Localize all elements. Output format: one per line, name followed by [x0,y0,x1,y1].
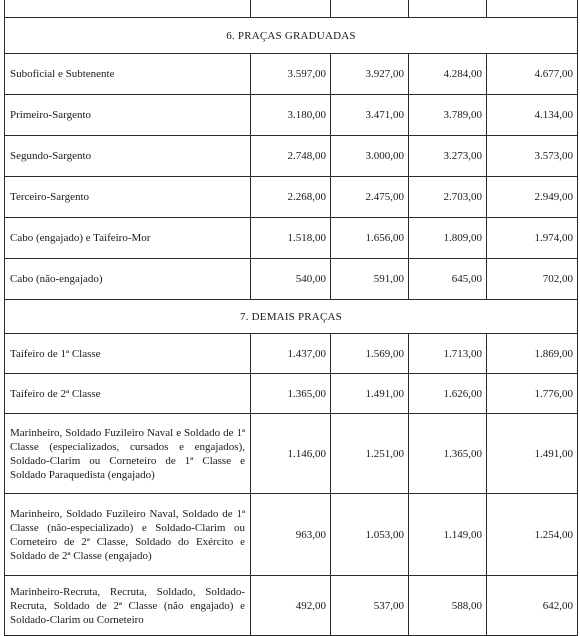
value-cell: 1.053,00 [331,494,409,576]
value-cell: 1.365,00 [409,414,487,494]
continuation-cell [409,0,487,18]
value-cell: 1.713,00 [409,334,487,374]
value-cell: 540,00 [251,259,331,300]
value-cell: 2.703,00 [409,177,487,218]
value-cell: 1.254,00 [487,494,578,576]
table-row [5,54,578,95]
value-cell: 3.000,00 [331,136,409,177]
continuation-cell [5,0,251,18]
value-cell: 2.268,00 [251,177,331,218]
value-cell: 1.569,00 [331,334,409,374]
value-cell: 4.677,00 [487,54,578,95]
value-cell: 3.471,00 [331,95,409,136]
table-row [5,95,578,136]
value-cell: 1.518,00 [251,218,331,259]
rank-label: Segundo-Sargento [5,136,251,177]
value-cell: 1.656,00 [331,218,409,259]
table-row [5,136,578,177]
salary-table [4,0,578,636]
value-cell: 1.437,00 [251,334,331,374]
value-cell: 4.284,00 [409,54,487,95]
value-cell: 1.149,00 [409,494,487,576]
value-cell: 1.869,00 [487,334,578,374]
value-cell: 702,00 [487,259,578,300]
value-cell: 645,00 [409,259,487,300]
continuation-cell [487,0,578,18]
value-cell: 1.974,00 [487,218,578,259]
value-cell: 3.180,00 [251,95,331,136]
value-cell: 3.597,00 [251,54,331,95]
rank-label: Marinheiro-Recruta, Recruta, Soldado, Soldado-Recruta, Soldado de 2ª Classe (não engajado) e Soldado-Clarim ou Corneteiro [5,576,251,636]
section-header-row [5,18,578,54]
value-cell: 1.251,00 [331,414,409,494]
rank-label: Taifeiro de 1ª Classe [5,334,251,374]
section-title: 7. DEMAIS PRAÇAS [5,300,578,334]
section-header-row [5,300,578,334]
table-row [5,494,578,576]
value-cell: 642,00 [487,576,578,636]
value-cell: 2.748,00 [251,136,331,177]
value-cell: 4.134,00 [487,95,578,136]
top-continuation-row [5,0,578,18]
rank-label: Marinheiro, Soldado Fuzileiro Naval, Soldado de 1ª Classe (não-especializado) e Soldado-Clarim ou Corneteiro de 2ª Classe, Soldado do Exército e Soldado de 2ª Classe (engajado) [5,494,251,576]
value-cell: 2.475,00 [331,177,409,218]
value-cell: 1.491,00 [331,374,409,414]
value-cell: 3.927,00 [331,54,409,95]
rank-label: Marinheiro, Soldado Fuzileiro Naval e Soldado de 1ª Classe (especializados, cursados e engajados), Soldado-Clarim ou Corneteiro de 1ª Classe e Soldado Paraquedista (engajado) [5,414,251,494]
continuation-cell [251,0,331,18]
value-cell: 1.776,00 [487,374,578,414]
value-cell: 591,00 [331,259,409,300]
value-cell: 3.789,00 [409,95,487,136]
continuation-cell [331,0,409,18]
table-row [5,374,578,414]
rank-label: Cabo (engajado) e Taifeiro-Mor [5,218,251,259]
section-title: 6. PRAÇAS GRADUADAS [5,18,578,54]
table-row [5,259,578,300]
value-cell: 1.491,00 [487,414,578,494]
value-cell: 963,00 [251,494,331,576]
table-row [5,334,578,374]
value-cell: 492,00 [251,576,331,636]
value-cell: 1.146,00 [251,414,331,494]
rank-label: Cabo (não-engajado) [5,259,251,300]
value-cell: 1.809,00 [409,218,487,259]
rank-label: Primeiro-Sargento [5,95,251,136]
rank-label: Suboficial e Subtenente [5,54,251,95]
table-row [5,576,578,636]
table-row [5,177,578,218]
value-cell: 3.273,00 [409,136,487,177]
rank-label: Taifeiro de 2ª Classe [5,374,251,414]
table-row [5,414,578,494]
rank-label: Terceiro-Sargento [5,177,251,218]
value-cell: 588,00 [409,576,487,636]
value-cell: 1.626,00 [409,374,487,414]
value-cell: 1.365,00 [251,374,331,414]
value-cell: 3.573,00 [487,136,578,177]
table-row [5,218,578,259]
value-cell: 537,00 [331,576,409,636]
value-cell: 2.949,00 [487,177,578,218]
